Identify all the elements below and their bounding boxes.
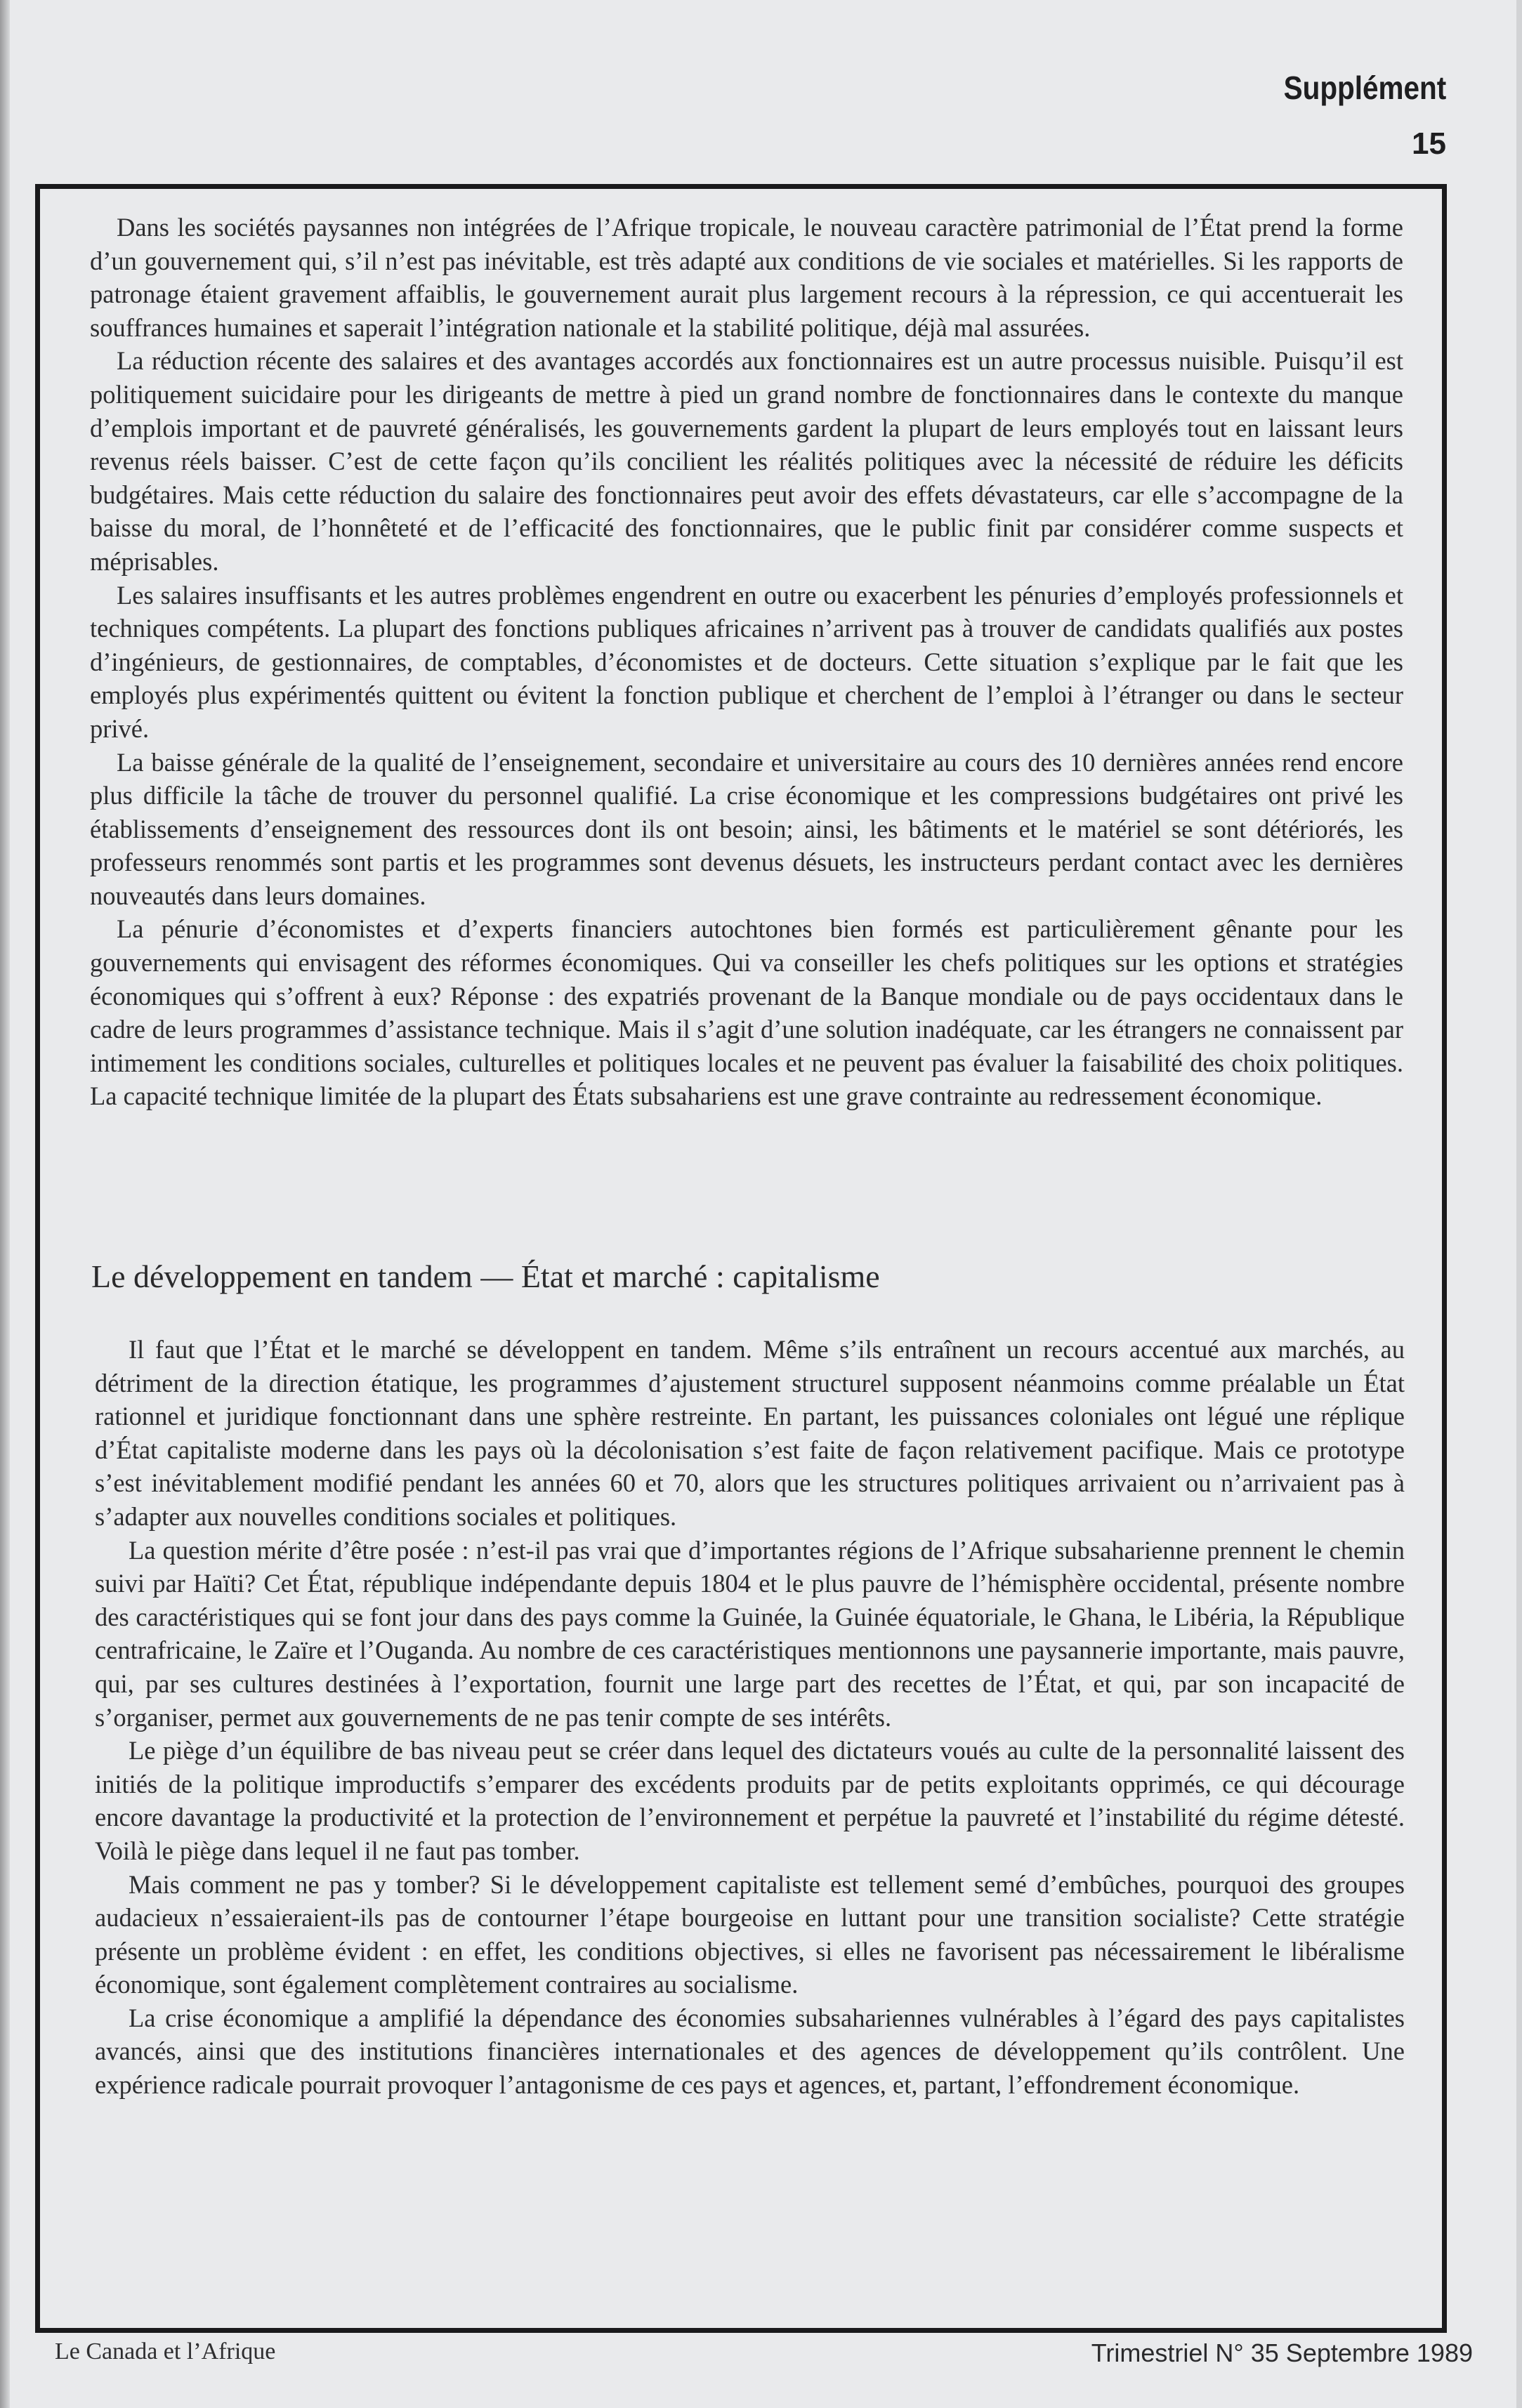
section-paragraph-4: Mais comment ne pas y tomber? Si le développement capitaliste est tellement semé d’embûches, pourquoi des groupes audacieux n’essaieraient-ils pas de contourner l’étape bourgeoise en luttant pour une transition socialiste? Cette stratégie présente un problème évident : en effet, les conditions objectives, si elles ne favorisent pas nécessairement le libéralisme économique, sont également complètement contraires au socialisme. (95, 1869, 1405, 1999)
section-paragraph-1: Il faut que l’État et le marché se développent en tandem. Même s’ils entraînent un recours accentué aux marchés, au détriment de la direction étatique, les programmes d’ajustement structurel supposent néanmoins comme préalable un État rationnel et juridique fonctionnant dans une sphère restreinte. En partant, les puissances coloniales ont légué une réplique d’État capitaliste moderne dans les pays où la décolonisation s’est faite de façon relativement pacifique. Mais ce prototype s’est inévitablement modifié pendant les années 60 et 70, alors que les structures politiques arrivaient ou n’arrivaient pas à s’adapter aux nouvelles conditions sociales et politiques. (95, 1335, 1405, 1531)
section-paragraph-3: Le piège d’un équilibre de bas niveau peut se créer dans lequel des dictateurs voués au culte de la personnalité laissent des initiés de la politique improductifs s’emparer des excédents produits par de petits exploitants opprimés, ce qui décourage encore davantage la productivité et la protection de l’environnement et perpétue la pauvreté et l’instabilité du régime détesté. Voilà le piège dans lequel il ne faut pas tomber. (95, 1736, 1405, 1865)
section-paragraph-2: La question mérite d’être posée : n’est-il pas vrai que d’importantes régions de l’Afrique subsaharienne prennent le chemin suivi par Haïti? Cet État, république indépendante depuis 1804 et le plus pauvre de l’hémisphère occidental, présente nombre des caractéristiques qui se font jour dans des pays comme la Guinée, la Guinée équatoriale, le Ghana, le Libéria, la République centrafricaine, le Zaïre et l’Ouganda. Au nombre de ces caractéristiques mentionnons une paysannerie importante, mais pauvre, qui, par ses cultures destinées à l’exportation, fournit une large part des recettes de l’État, et qui, par son incapacité de s’organiser, permet aux gouvernements de ne pas tenir compte de ses intérêts. (95, 1535, 1405, 1732)
section-paragraph-5: La crise économique a amplifié la dépendance des économies subsahariennes vulnérables à l’égard des pays capitalistes avancés, ainsi que des institutions financières internationales et des agences de développement qu’ils contrôlent. Une expérience radicale pourrait provoquer l’antagonisme de ces pays et agences, et, partant, l’effondrement économique. (95, 2003, 1405, 2100)
body-paragraph-2: La réduction récente des salaires et des avantages accordés aux fonctionnaires est un autre processus nuisible. Puisqu’il est politiquement suicidaire pour les dirigeants de mettre à pied un grand nombre de fonctionnaires dans le contexte du manque d’emplois important et de pauvreté généralisés, les gouvernements gardent la plupart de leurs employés tout en laissant leurs revenus réels baisser. C’est de cette façon qu’ils concilient les réalités politiques avec la nécessité de réduire les déficits budgétaires. Mais cette réduction du salaire des fonctionnaires peut avoir des effets dévastateurs, car elle s’accompagne de la baisse du moral, de l’honnêteté et de l’efficacité des fonctionnaires, que le public finit par considérer comme suspects et méprisables. (90, 346, 1403, 576)
section-body (95, 1333, 1405, 2102)
page-number: 15 (1412, 126, 1446, 161)
section-heading: Le développement en tandem — État et marché : capitalisme (91, 1258, 880, 1294)
body-paragraph-1: Dans les sociétés paysannes non intégrées de l’Afrique tropicale, le nouveau caractère patrimonial de l’État prend la forme d’un gouvernement qui, s’il n’est pas inévitable, est très adapté aux conditions de vie sociales et matérielles. Si les rapports de patronage étaient gravement affaiblis, le gouvernement aurait plus largement recours à la répression, ce qui accentuerait les souffrances humaines et saperait l’intégration nationale et la stabilité politique, déjà mal assurées. (90, 213, 1403, 342)
article-body (90, 211, 1403, 1113)
footer-publication: Le Canada et l’Afrique (55, 2338, 276, 2364)
body-paragraph-4: La baisse générale de la qualité de l’enseignement, secondaire et universitaire au cours des 10 dernières années rend encore plus difficile la tâche de trouver du personnel qualifié. La crise économique et les compressions budgétaires ont privé les établissements d’enseignement des ressources dont ils ont besoin; ainsi, les bâtiments et le matériel se sont détériorés, les professeurs renommés sont partis et les programmes sont devenus désuets, les instructeurs perdant contact avec les dernières nouveautés dans leurs domaines. (90, 747, 1403, 910)
page-left-edge (0, 0, 10, 2408)
page-right-edge (1516, 0, 1522, 2408)
body-paragraph-5: La pénurie d’économistes et d’experts financiers autochtones bien formés est particulièrement gênante pour les gouvernements qui envisagent des réformes économiques. Qui va conseiller les chefs politiques sur les options et stratégies économiques qui s’offrent à eux? Réponse : des expatriés provenant de la Banque mondiale ou de pays occidentaux dans le cadre de leurs programmes d’assistance technique. Mais il s’agit d’une solution inadéquate, car les étrangers ne connaissent par intimement les conditions sociales, culturelles et politiques locales et ne peuvent pas évaluer la faisabilité des choix politiques. La capacité technique limitée de la plupart des États subsahariens est une grave contrainte au redressement économique. (90, 914, 1403, 1111)
footer-issue: Trimestriel N° 35 Septembre 1989 (1091, 2338, 1473, 2367)
section-label: Supplément (1283, 70, 1446, 106)
body-paragraph-3: Les salaires insuffisants et les autres problèmes engendrent en outre ou exacerbent les pénuries d’employés professionnels et techniques compétents. La plupart des fonctions publiques africaines n’arrivent pas à trouver de candidats qualifiés aux postes d’ingénieurs, de gestionnaires, de comptables, d’économistes et de docteurs. Cette situation s’explique par le fait que les employés plus expérimentés quittent ou évitent la fonction publique et cherchent de l’emploi à l’étranger ou dans le secteur privé. (90, 580, 1403, 743)
